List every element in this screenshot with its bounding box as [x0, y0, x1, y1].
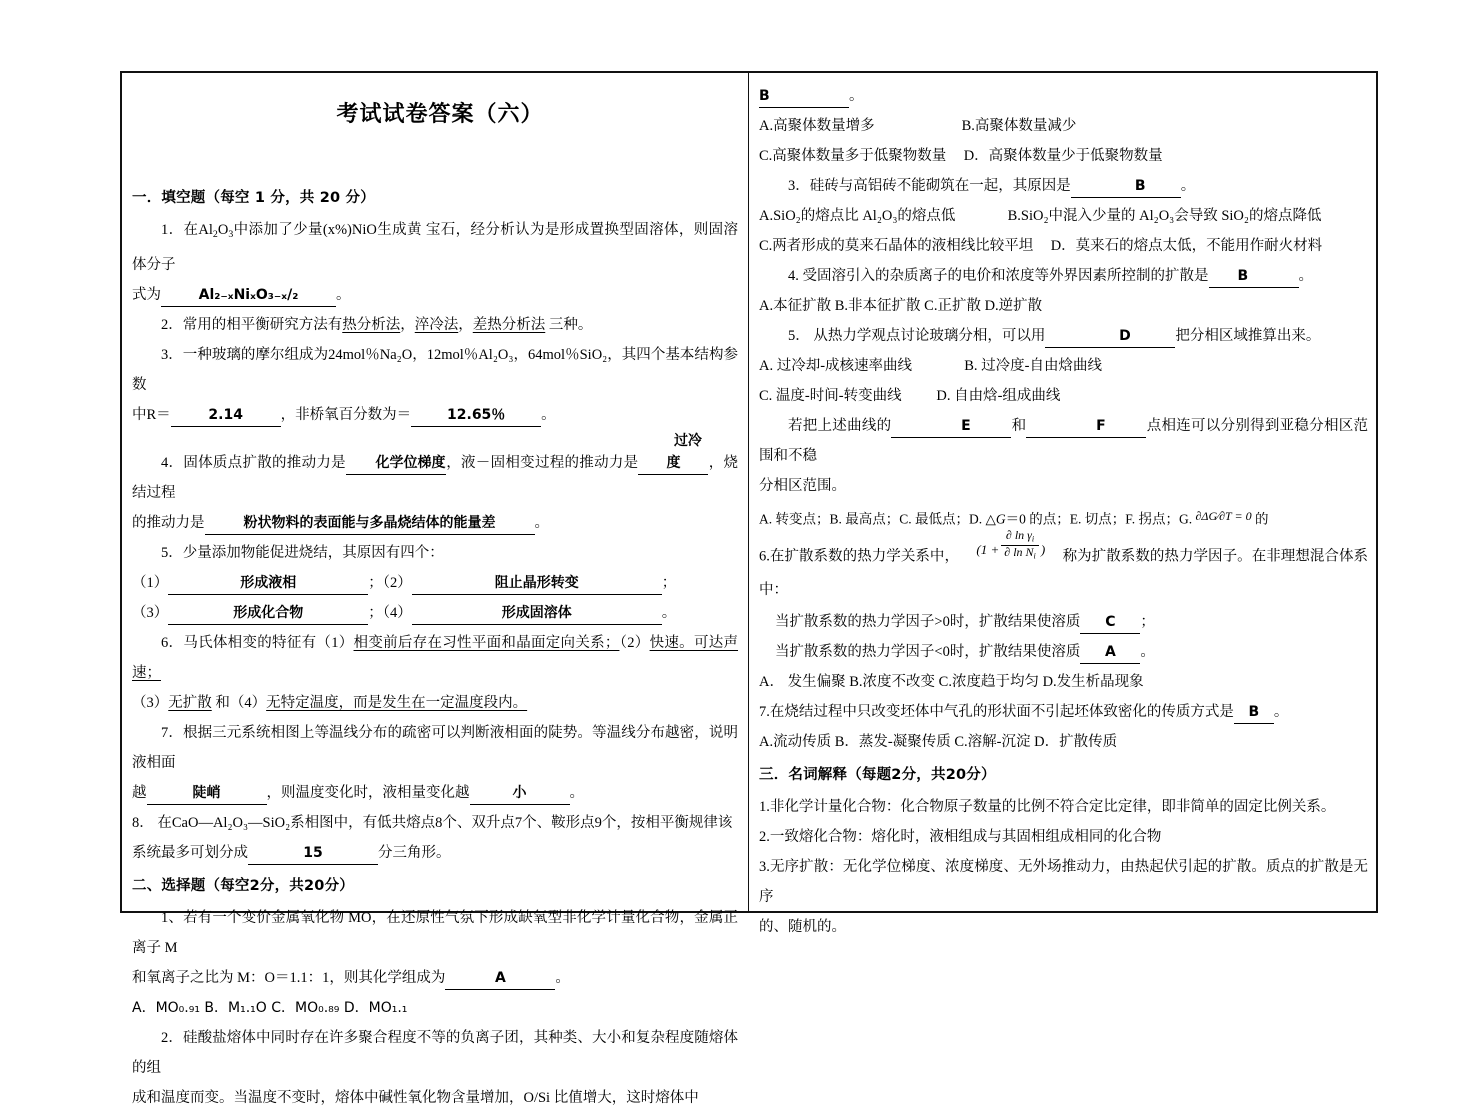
mc-question-1-line-2: [132, 963, 738, 993]
mc-q1-answer[interactable]: A: [445, 967, 555, 990]
q4-mid-2: ，烧结过程: [132, 454, 739, 501]
mc-question-5-sub-line-2: 分相区范围。: [759, 478, 846, 494]
mc-question-2-answer-line: [759, 81, 1368, 111]
q1-sub-2: 3: [228, 228, 234, 240]
mc-q5-sub-mid: 和: [1011, 418, 1027, 434]
q1-text-c: 中添加了少量(x%)NiO生成黄 宝石，经分析认为是形成置换型固溶体，则固溶体分子: [132, 222, 738, 273]
mc-q6-sub2-prefix: 当扩散系数的热力学因子<0时，扩散结果使溶质: [774, 644, 1081, 661]
mc-question-3-options-row-1[interactable]: [759, 201, 1368, 231]
mc-q2-option-d[interactable]: D．高聚体数量少于低聚物数量: [963, 148, 1163, 164]
q6-mid: （2）: [619, 634, 650, 651]
question-2: [132, 310, 738, 340]
mc-q5-answer[interactable]: D: [1045, 325, 1175, 348]
q2-answer-1[interactable]: 热分析法: [342, 316, 401, 333]
q5-item3-sep: ；: [368, 604, 383, 621]
q6-answer-3[interactable]: 无扩散: [168, 694, 212, 711]
mc-q3-option-a[interactable]: A.SiO₂的熔点比 Al₂O₃的熔点低: [759, 208, 956, 224]
formula-fraction: [1001, 529, 1039, 563]
formula-denominator: [1001, 546, 1039, 562]
q5-legend-mid: ＝0 的点；E. 切点；F. 拐点；G.: [1005, 511, 1196, 527]
mc-q5-prefix: 5． 从热力学观点讨论玻璃分相，可以用: [788, 328, 1046, 344]
q6-prefix: 6．马氏体相变的特征有（1）: [161, 634, 354, 651]
mc-question-2-options-row-1[interactable]: [759, 111, 1368, 141]
q6-line2-mid: 和（4）: [211, 694, 267, 711]
question-7-line-1: 7．根据三元系统相图上等温线分布的疏密可以判断液相面的陡势。等温线分布越密，说明液相面: [132, 724, 738, 771]
mc-q3-option-b[interactable]: B.SiO₂中混入少量的 Al₂O₃会导致 SiO₂的熔点降低: [1007, 208, 1322, 224]
mc-question-5-sub-line-1: [759, 411, 1368, 471]
section-heading-multiple-choice: 二、选择题（每空2分，共20分）: [132, 877, 354, 894]
q5-legend-postfix: 的: [1251, 511, 1269, 527]
q1-text-b: O: [217, 222, 229, 238]
question-4-line-2: [132, 508, 738, 538]
question-8-line-1: 8． 在CaO—Al₂O₃—SiO₂系相图中，有低共熔点8个、双升点7个、鞍形点9个，按相平衡规律该: [132, 814, 733, 831]
mc-q6-sub2-answer[interactable]: A: [1080, 641, 1140, 664]
mc-q5-sub-postfix: 点相连可以分别得到亚稳分相区范围和不稳: [759, 418, 1369, 464]
q6-answer-4[interactable]: 无特定温度，而是发生在一定温度段内。: [266, 694, 528, 711]
page-title: 考试试卷答案（六）: [336, 102, 544, 127]
q1-sub-1: 2: [212, 228, 218, 240]
exam-paper-frame: [120, 71, 1378, 1106]
q8-prefix: 系统最多可划分成: [132, 844, 248, 861]
mc-question-6-sub-2: [759, 637, 1368, 667]
mc-q3-option-c[interactable]: C.两者形成的莫来石晶体的液相线比较平坦: [759, 238, 1034, 254]
mc-q4-tail: 。: [1298, 268, 1313, 284]
q5-item4-label: （4）: [382, 604, 412, 621]
mc-q5-postfix: 把分相区域推算出来。: [1175, 328, 1321, 344]
question-5-items-row-1: [132, 568, 738, 598]
mc-q6-postfix: 称为扩散系数的热力学因子。在非理想混合体系中：: [759, 548, 1369, 599]
formula-close-paren: ): [1040, 541, 1046, 557]
q2-tail: 三种。: [545, 316, 593, 333]
q5-legend-delta-g: △G: [985, 511, 1006, 527]
q3-mid: ，非桥氧百分数为＝: [280, 406, 412, 423]
q5-item1-label: （1）: [132, 574, 169, 591]
mc-question-5-options-row-1[interactable]: [759, 351, 1368, 381]
q2-sep-1: ，: [400, 316, 415, 333]
mc-question-5-stem: [759, 321, 1368, 351]
term-item-1: 1.非化学计量化合物：化合物原子数量的比例不符合定比定律，即非简单的固定比例关系。: [759, 799, 1336, 816]
formula-den-subscript: i: [1033, 551, 1036, 561]
question-5-stem: 5．少量添加物能促进烧结，其原因有四个：: [161, 544, 444, 561]
q7-tail: 。: [569, 784, 584, 801]
mc-q5-sub-answer-2[interactable]: F: [1026, 415, 1146, 438]
section-heading-fill-in-blank: 一．填空题（每空 1 分，共 20 分）: [132, 190, 375, 206]
question-3-line-2: [132, 400, 738, 430]
formula-num-subscript: i: [1031, 533, 1035, 543]
mc-q1-tail: 。: [555, 969, 570, 986]
mc-q6-sub2-tail: 。: [1140, 644, 1155, 661]
left-column: [122, 73, 749, 1106]
q5-item2-label: （2）: [382, 574, 412, 591]
mc-question-7-options[interactable]: A.流动传质 B．蒸发-凝聚传质 C.溶解-沉淀 D．扩散传质: [759, 734, 1118, 751]
mc-q1-prefix: 和氧离子之比为 M：O＝1.1：1，则其化学组成为: [132, 969, 446, 986]
q4-answer-2[interactable]: 过冷度: [638, 430, 708, 475]
q5-answer-4[interactable]: 形成固溶体: [412, 602, 662, 625]
mc-question-2-line-1: 2．硅酸盐熔体中同时存在许多聚合程度不等的负离子团，其种类、大小和复杂程度随熔体的组: [132, 1029, 738, 1076]
question-5-items-row-2: [132, 598, 738, 628]
thermodynamic-factor-formula: [976, 529, 1045, 567]
mc-q5-option-c[interactable]: C. 温度-时间-转变曲线: [759, 388, 902, 404]
mc-question-5-options-row-2[interactable]: [759, 381, 1368, 411]
q1-text-a: 1．在Al: [161, 222, 213, 238]
question-4-line-1: [132, 430, 738, 508]
q3-tail: 。: [541, 406, 556, 423]
q5-answer-1[interactable]: 形成液相: [168, 572, 368, 595]
question-1-line-2: [132, 280, 738, 310]
formula-num-text: ∂ ln γ: [1005, 527, 1032, 542]
mc-q2-option-b[interactable]: B.高聚体数量减少: [961, 118, 1077, 134]
mc-question-1-options[interactable]: A．MO₀.₉₁ B．M₁.₁O C．MO₀.₈₉ D．MO₁.₁: [132, 999, 408, 1016]
q5-item3-label: （3）: [132, 604, 169, 621]
q7-prefix: 越: [132, 784, 147, 801]
mc-question-2-options-row-2[interactable]: [759, 141, 1368, 171]
formula-den-text: ∂ ln N: [1004, 544, 1034, 559]
mc-q4-prefix: 4. 受固溶引入的杂质离子的电价和浓度等外界因素所控制的扩散是: [788, 268, 1209, 284]
question-7-line-2: [132, 778, 738, 808]
q7-mid: ，则温度变化时，液相量变化越: [266, 784, 470, 801]
mc-q2-tail: 。: [849, 88, 864, 104]
q1-text-d: 式为: [132, 286, 161, 303]
q6-answer-1[interactable]: 相变前后存在习性平面和晶面定向关系；: [353, 634, 620, 651]
q4-answer-3[interactable]: 粉状物料的表面能与多晶烧结体的能量差: [205, 512, 535, 535]
section-heading-terminology: 三．名词解释（每题2分，共20分）: [759, 767, 996, 784]
question-6-line-1: [132, 628, 738, 688]
formula-open-paren: (1 +: [976, 541, 1000, 557]
title-spacer: [132, 128, 738, 180]
term-item-2: 2.一致熔化合物：熔化时，液相组成与其固相组成相同的化合物: [759, 829, 1162, 846]
mc-question-5-legend: [759, 501, 1368, 535]
term-item-3-line-2: 的、随机的。: [759, 919, 846, 936]
q3-prefix: 中R＝: [132, 406, 171, 423]
q5-answer-3[interactable]: 形成化合物: [168, 602, 368, 625]
q6-line2-label: （3）: [132, 694, 169, 711]
q3-answer-nbo[interactable]: 12.65％: [411, 404, 541, 427]
q2-answer-3[interactable]: 差热分析法: [472, 316, 546, 333]
question-3-line-1: 3．一种玻璃的摩尔组成为24mol％Na₂O，12mol％Al₂O₃，64mol％SiO₂，其四个基本结构参数: [132, 346, 738, 393]
mc-q3-answer[interactable]: B: [1071, 175, 1181, 198]
formula-numerator: [1001, 529, 1039, 546]
q2-answer-2[interactable]: 淬冷法: [414, 316, 459, 333]
mc-question-7-stem: [759, 697, 1368, 727]
mc-q6-prefix: 6.在扩散系数的热力学关系中，: [759, 548, 960, 565]
mc-q5-option-a[interactable]: A. 过冷却-成核速率曲线: [759, 358, 913, 374]
q4-mid-1: ，液－固相变过程的推动力是: [445, 454, 639, 471]
mc-q6-sub1-answer[interactable]: C: [1080, 611, 1140, 634]
question-8-line-2: [132, 838, 738, 868]
mc-q6-sub1-prefix: 当扩散系数的热力学因子>0时，扩散结果使溶质: [774, 614, 1081, 631]
q5-legend-formula: ∂ΔG⁄∂T = 0: [1195, 509, 1252, 523]
mc-q6-sub1-tail: ；: [1140, 614, 1155, 631]
mc-question-3-options-row-2[interactable]: [759, 231, 1368, 261]
right-column: [749, 73, 1376, 936]
term-item-3-line-1: 3.无序扩散：无化学位梯度、浓度梯度、无外场推动力，由热起伏引起的扩散。质点的扩散是无序: [759, 859, 1368, 906]
q5-item4-sep: 。: [661, 604, 677, 621]
q7-answer-2[interactable]: 小: [470, 782, 570, 805]
mc-question-4-options[interactable]: A.本征扩散 B.非本征扩散 C.正扩散 D.逆扩散: [759, 298, 1043, 314]
q3-answer-r[interactable]: 2.14: [171, 404, 281, 427]
mc-q2-option-a[interactable]: A.高聚体数量增多: [759, 118, 875, 134]
q8-postfix: 分三角形。: [378, 844, 451, 861]
mc-q3-prefix: 3．硅砖与高铝砖不能砌筑在一起，其原因是: [788, 178, 1071, 194]
q6-answer-2[interactable]: 快速。可达声速；: [132, 634, 739, 681]
mc-q3-option-d[interactable]: D．莫来石的熔点太低，不能用作耐火材料: [1050, 238, 1323, 254]
q8-answer[interactable]: 15: [248, 842, 378, 865]
q4-prefix: 4．固体质点扩散的推动力是: [161, 454, 346, 471]
mc-q2-answer[interactable]: B: [759, 85, 849, 108]
q4-line2-prefix: 的推动力是: [132, 514, 205, 531]
q4-tail: 。: [534, 514, 549, 531]
mc-q5-option-b[interactable]: B. 过冷度-自由焓曲线: [964, 358, 1102, 374]
mc-q7-answer[interactable]: B: [1234, 701, 1274, 724]
q5-legend-prefix: A. 转变点；B. 最高点；C. 最低点；D.: [759, 511, 986, 527]
mc-q4-answer[interactable]: B: [1209, 265, 1299, 288]
q1-answer-blank[interactable]: Al₂₋ₓNiₓO₃₋ₓ/₂: [161, 284, 336, 307]
mc-q5-sub-prefix: 若把上述曲线的: [788, 418, 892, 434]
q4-answer-1[interactable]: 化学位梯度: [346, 452, 446, 475]
q5-answer-2[interactable]: 阻止晶形转变: [412, 572, 662, 595]
q7-answer-1[interactable]: 陡峭: [147, 782, 267, 805]
mc-q3-tail: 。: [1180, 178, 1196, 194]
question-1-line-1: [132, 215, 738, 280]
mc-q2-option-c[interactable]: C.高聚体数量多于低聚物数量: [759, 148, 947, 164]
mc-question-4-stem: [759, 261, 1368, 291]
q2-prefix: 2．常用的相平衡研究方法有: [161, 316, 343, 333]
question-6-line-2: [132, 688, 738, 718]
mc-question-6-options[interactable]: A． 发生偏聚 B.浓度不改变 C.浓度趋于均匀 D.发生析晶现象: [759, 674, 1144, 691]
mc-question-6-sub-1: [759, 607, 1368, 637]
q5-item1-sep: ；: [368, 574, 383, 591]
mc-question-2-line-2: 成和温度而变。当温度不变时，熔体中碱性氧化物含量增加，O/Si 比值增大，这时熔体中: [132, 1089, 699, 1106]
q1-tail: 。: [336, 286, 351, 303]
mc-q7-tail: 。: [1273, 704, 1289, 721]
mc-q7-prefix: 7.在烧结过程中只改变坯体中气孔的形状面不引起坯体致密化的传质方式是: [759, 704, 1234, 721]
mc-q5-option-d[interactable]: D. 自由焓-组成曲线: [936, 388, 1061, 404]
q5-item2-sep: ；: [661, 574, 677, 591]
q2-sep-2: ，: [458, 316, 473, 333]
mc-question-1-line-1: 1、若有一个变价金属氧化物 MO，在还原性气氛下形成缺氧型非化学计量化合物，金属正离子 M: [132, 909, 738, 956]
mc-q5-sub-answer-1[interactable]: E: [891, 415, 1011, 438]
mc-question-3-stem: [759, 171, 1368, 201]
